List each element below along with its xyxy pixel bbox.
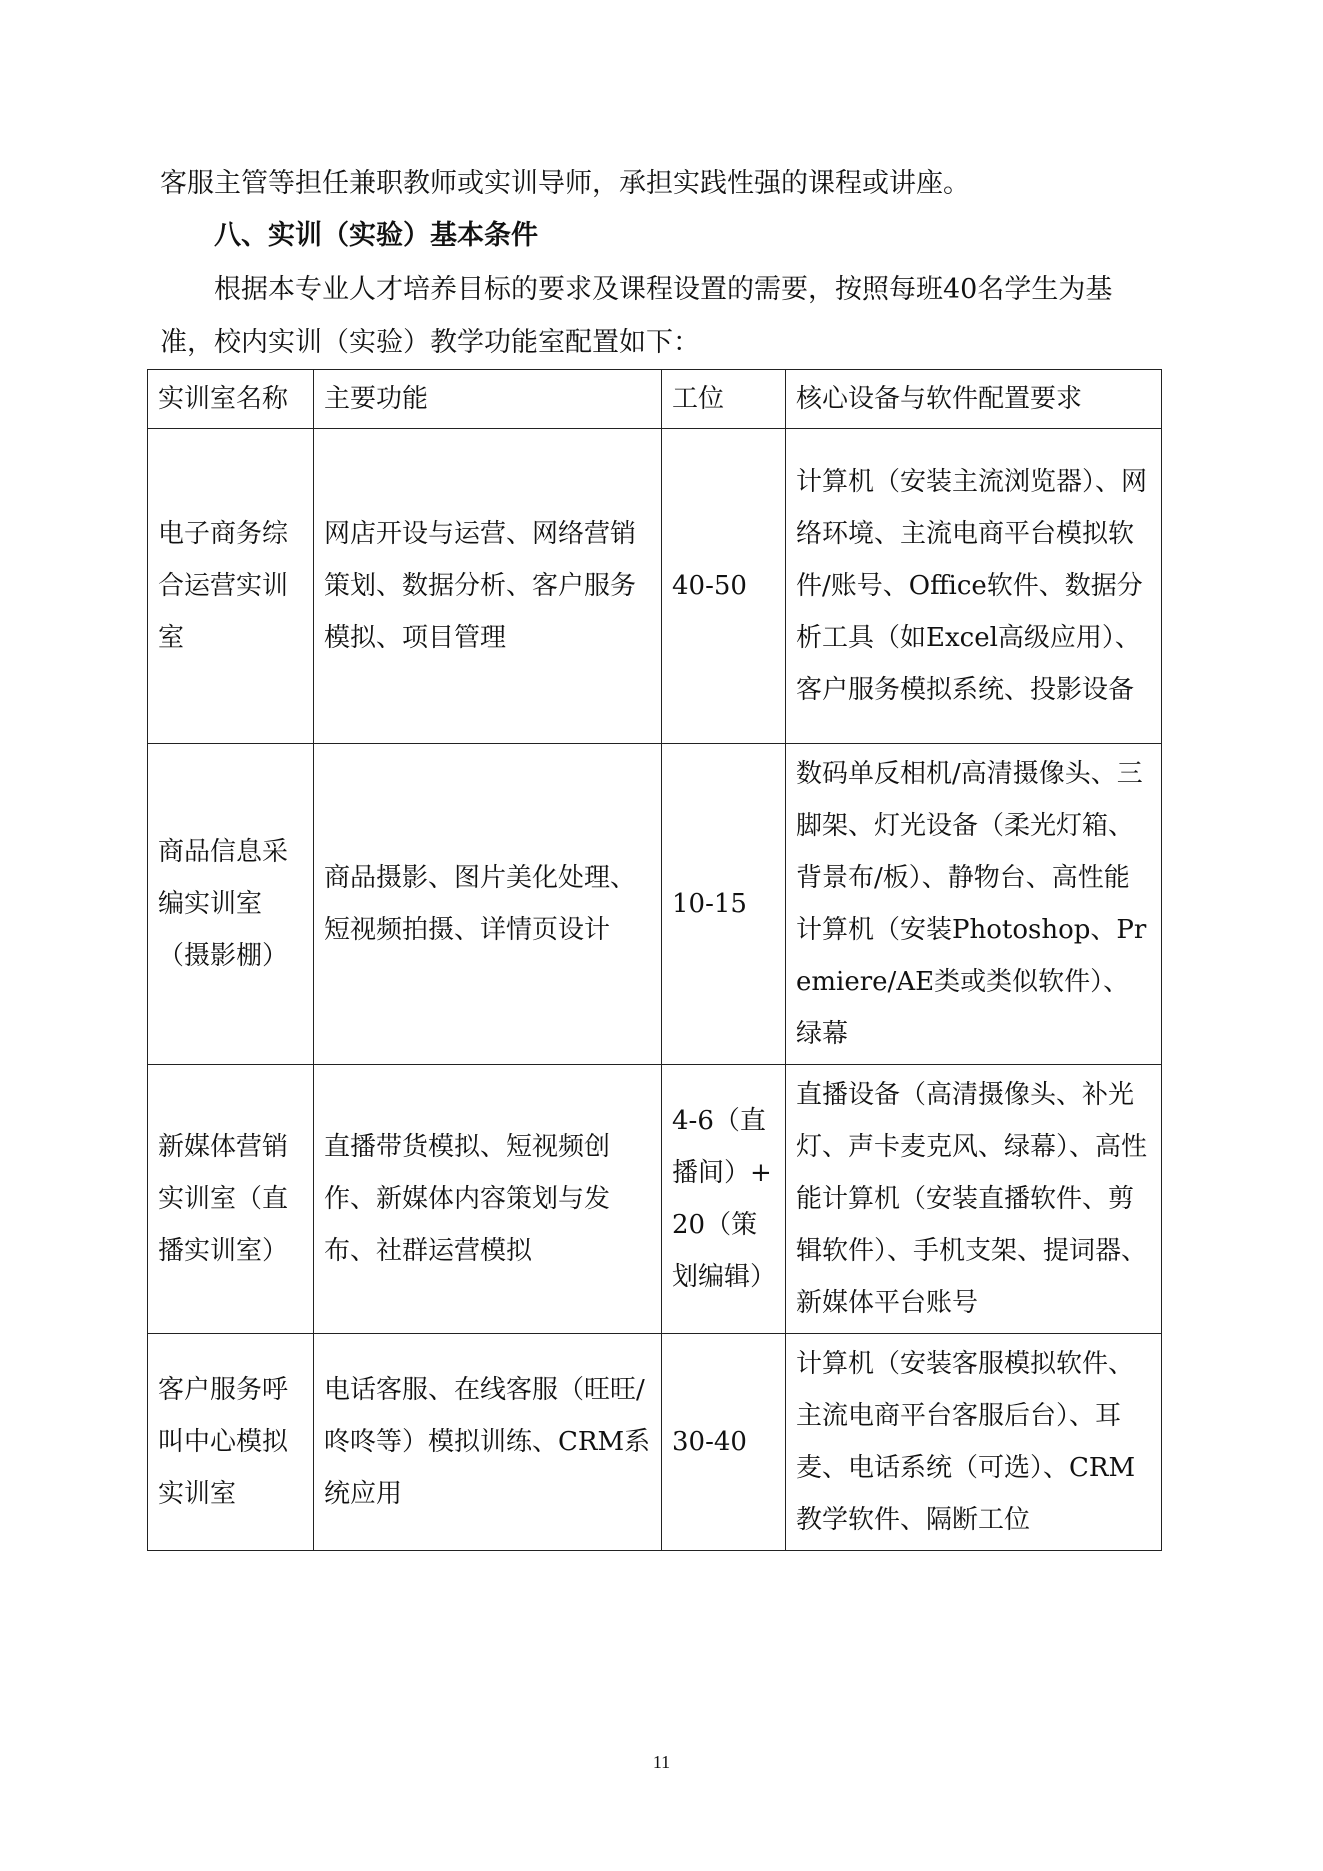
header-equipment: 核心设备与软件配置要求 (786, 370, 1162, 429)
table-header-row (148, 370, 1162, 429)
header-stations: 工位 (662, 370, 786, 429)
room-name-cell: 客户服务呼叫中心模拟实训室 (148, 1334, 314, 1551)
header-main-function: 主要功能 (314, 370, 662, 429)
equipment-cell: 直播设备（高清摄像头、补光灯、声卡麦克风、绿幕）、高性能计算机（安装直播软件、剪辑软件）、手机支架、提词器、新媒体平台账号 (786, 1065, 1162, 1334)
training-room-table (147, 369, 1162, 1551)
function-cell: 直播带货模拟、短视频创作、新媒体内容策划与发布、社群运营模拟 (314, 1065, 662, 1334)
room-name-cell: 新媒体营销实训室（直播实训室） (148, 1065, 314, 1334)
header-room-name: 实训室名称 (148, 370, 314, 429)
section-heading: 八、实训（实验）基本条件 (214, 220, 538, 251)
stations-cell: 40-50 (662, 429, 786, 744)
function-cell: 商品摄影、图片美化处理、短视频拍摄、详情页设计 (314, 744, 662, 1065)
equipment-cell: 数码单反相机/高清摄像头、三脚架、灯光设备（柔光灯箱、背景布/板）、静物台、高性能计算机（安装Photoshop、Premiere/AE类或类似软件）、绿幕 (786, 744, 1162, 1065)
table-row (148, 429, 1162, 744)
stations-cell: 4-6（直播间）+20（策划编辑） (662, 1065, 786, 1334)
table-row (148, 1334, 1162, 1551)
intro-line: 客服主管等担任兼职教师或实训导师，承担实践性强的课程或讲座。 (160, 168, 970, 199)
room-name-cell: 电子商务综合运营实训室 (148, 429, 314, 744)
page-number: 11 (652, 1752, 671, 1772)
room-name-cell: 商品信息采编实训室（摄影棚） (148, 744, 314, 1065)
stations-cell: 30-40 (662, 1334, 786, 1551)
body-paragraph: 根据本专业人才培养目标的要求及课程设置的需要，按照每班40名学生为基准，校内实训（实验）教学功能室配置如下： (160, 274, 1113, 358)
function-cell: 电话客服、在线客服（旺旺/咚咚等）模拟训练、CRM系统应用 (314, 1334, 662, 1551)
equipment-cell: 计算机（安装主流浏览器）、网络环境、主流电商平台模拟软件/账号、Office软件、数据分析工具（如Excel高级应用）、客户服务模拟系统、投影设备 (786, 429, 1162, 744)
table-row (148, 1065, 1162, 1334)
function-cell: 网店开设与运营、网络营销策划、数据分析、客户服务模拟、项目管理 (314, 429, 662, 744)
equipment-cell: 计算机（安装客服模拟软件、主流电商平台客服后台）、耳麦、电话系统（可选）、CRM教学软件、隔断工位 (786, 1334, 1162, 1551)
table-row (148, 744, 1162, 1065)
stations-cell: 10-15 (662, 744, 786, 1065)
